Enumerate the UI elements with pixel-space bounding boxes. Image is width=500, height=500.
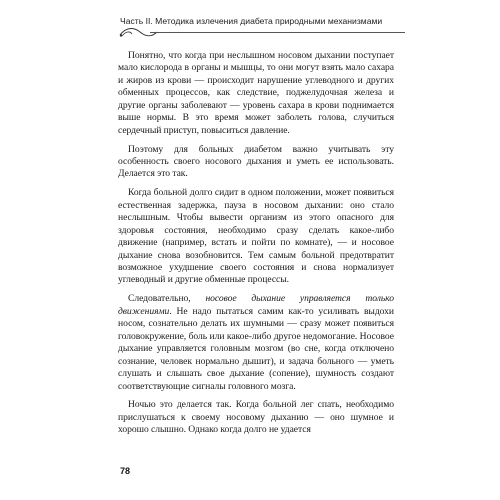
paragraph bbox=[118, 293, 394, 393]
paragraph: Когда больной долго сидит в одном положении, может появиться естественная задержка, пауза в носовом дыхании: оно стало неслышным. Чтобы вывести организм из этого опасного для здоровья состояния, необходимо сразу сделать какое-либо движение (например, встать и пойти по комнате), — и носовое дыхание снова возобновится. Тем самым больной предотвратит возможное ухудшение своего состояния и снова нормализует углеводный и другие обменные процессы. bbox=[118, 187, 394, 286]
paragraph: Поэтому для больных диабетом важно учитывать эту особенность своего носового дыхания и уметь ее использовать. Делается это так. bbox=[118, 143, 394, 180]
header-rule bbox=[150, 32, 405, 33]
paragraph-rest: . Не надо пытаться самим как-то усиливать выдохи носом, сознательно делать их шумными — сразу может появиться головокружение, боль или какое-либо другое недомогание. Носовое дыхание управляется головным мозгом (во сне, когда отключено сознание, человек нормально дышит), и задача больного — уметь слушать и слышать свое дыхание (сопение), шумность создают соответствующие сигналы головного мозга. bbox=[118, 305, 394, 392]
paragraph: Понятно, что когда при неслышном носовом дыхании поступает мало кислорода в органы и мышцы, то они могут взять мало сахара и жиров из крови — происходит нарушение углеводного и других обменных процессов, как следствие, поджелудочная железа и другие органы заболевают — уровень сахара в крови поднимается выше нормы. В это время может заболеть голова, случиться сердечный приступ, повыситься давление. bbox=[118, 50, 394, 136]
paragraph: Ночью это делается так. Когда больной лег спать, необходимо прислушаться к своему носовому дыханию — оно шумное и хорошо слышно. Однако когда долго не удается bbox=[118, 399, 394, 436]
page-number: 78 bbox=[120, 466, 131, 476]
paragraph-lead: Следовательно, bbox=[128, 293, 206, 305]
body-text bbox=[118, 50, 394, 443]
running-header bbox=[120, 16, 405, 27]
running-title: Часть II. Методика излечения диабета природными механизмами bbox=[120, 16, 383, 26]
emphasis-text: носовое дыхание управляется только движениями bbox=[118, 293, 394, 317]
